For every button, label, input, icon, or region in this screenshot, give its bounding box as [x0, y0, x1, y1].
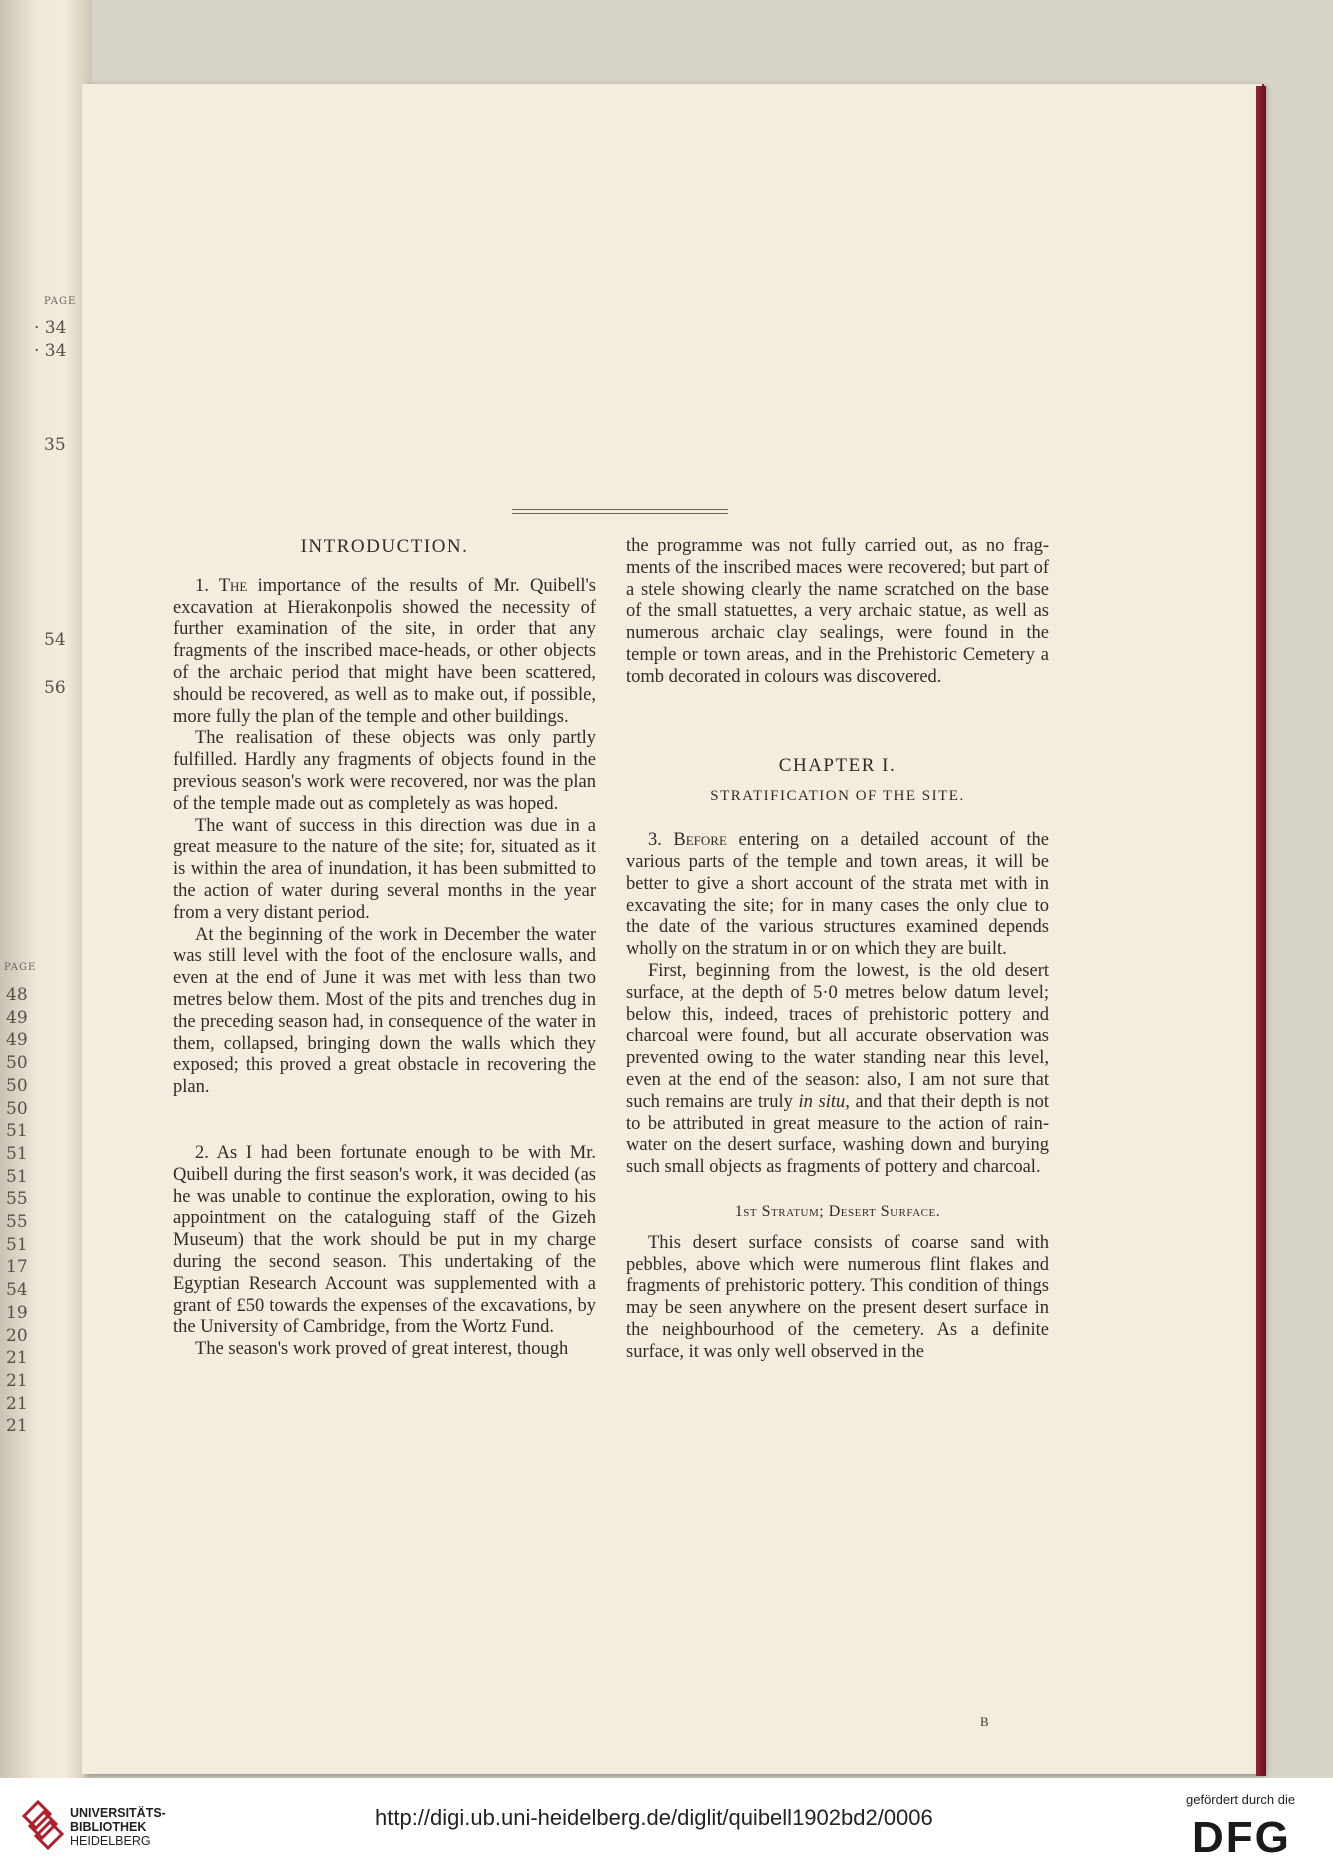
- toc-number: 50: [6, 1053, 28, 1074]
- italic-text: in situ: [798, 1091, 846, 1112]
- binding-edge: [1256, 86, 1266, 1776]
- toc-page-label: PAGE: [44, 296, 77, 307]
- chapter-number: CHAPTER I.: [778, 754, 897, 776]
- toc-number: 55: [6, 1189, 28, 1210]
- right-column: [626, 536, 1049, 1364]
- toc-page-label: PAGE: [4, 962, 37, 973]
- library-name-line: UNIVERSITÄTS-: [70, 1806, 166, 1820]
- toc-number: 54: [44, 630, 66, 650]
- paragraph: The want of success in this direction was due in a great measure to the nature of the site; for, situated as it is within the area of inundation, it has been submitted to the action of water during several months in the year from a very distant period.: [173, 815, 596, 923]
- toc-number: 20: [6, 1325, 28, 1346]
- toc-number: 51: [6, 1143, 28, 1164]
- paragraph-text: importance of the results of Mr. Quibell's excavation at Hierakonpolis showed the necessity of further examination of the site, in order that any fragments of the inscribed mace-heads, or other objects of the archaic period that might have been scattered, should be recovered, as well as to make out, if possible, more fully the plan of the temple and other buildings.: [173, 575, 597, 727]
- paragraph: At the beginning of the work in December the water was still level with the foot of the enclosure walls, and even at the end of June it was met with less than two metres below them. Most of the pits and trenches dug in the preceding season had, in consequence of the water in them, collapsed, bringing down the walls which they exposed; this proved a great obstacle in recovering the plan.: [173, 924, 596, 1098]
- stratum-heading: 1st Stratum; Desert Surface.: [734, 1202, 941, 1220]
- paragraph-text: , and that their depth is not to be attributed in great measure to the action of rain-water on the desert surface, washing down and burying such small objects as fragments of pottery and charcoal.: [626, 1091, 1050, 1178]
- paragraph: [626, 961, 1049, 1179]
- paragraph: The realisation of these objects was only partly fulfilled. Hardly any fragments of objects found in the previous season's work were recovered, nor was the plan of the temple made out as completely as was hoped.: [173, 728, 596, 814]
- left-column: [173, 536, 596, 1361]
- signature-mark: B: [980, 1714, 989, 1729]
- paragraph-text: First, beginning from the lowest, is the old desert surface, at the depth of 5·0 metres below datum level; below this, indeed, traces of prehistoric pottery and charcoal were found, but all accurate observation was prevented owing to the water standing near this level, even at the end of the season: also, I am not sure that such remains are truly: [626, 960, 1049, 1112]
- paragraph: [626, 830, 1049, 961]
- toc-number: · 34: [34, 318, 67, 338]
- library-name-line: BIBLIOTHEK: [70, 1820, 147, 1834]
- funder-logo: DFG: [1192, 1813, 1291, 1862]
- toc-number: 21: [6, 1348, 28, 1369]
- toc-number: 51: [6, 1166, 28, 1187]
- permalink-url[interactable]: http://digi.ub.uni-heidelberg.de/diglit/quibell1902bd2/0006: [375, 1805, 933, 1830]
- toc-number: 49: [6, 1007, 28, 1028]
- funding-note: gefördert durch die: [1186, 1792, 1296, 1807]
- toc-number: 50: [6, 1098, 28, 1119]
- toc-number: 21: [6, 1416, 28, 1437]
- library-name: [70, 1806, 166, 1848]
- toc-number: 55: [6, 1212, 28, 1232]
- toc-number: 56: [44, 678, 66, 698]
- paragraph: the programme was not fully carried out, as no fragments of the inscribed maces were recovered; but part of a stele showing clearly the name scratched on the base of the small statuettes, a very archaic statue, as well as numerous archaic clay sealings, were found in the temple or town areas, and in the Prehistoric Cemetery a tomb decorated in colours was discovered.: [626, 536, 1049, 687]
- paragraph-lead: 1. The: [195, 575, 248, 596]
- section-title: INTRODUCTION.: [300, 536, 469, 557]
- previous-page-edge: [0, 0, 92, 1778]
- toc-number: 17: [6, 1257, 28, 1278]
- toc-number: 50: [6, 1075, 28, 1096]
- paragraph: [173, 576, 596, 729]
- paragraph: 2. As I had been fortunate enough to be with Mr. Quibell during the first season's work, it was decided (as he was unable to continue the exploration, owing to his appointment on the cataloguing staff of the Gizeh Museum) that the work should be put in my charge during the second season. This undertaking of the Egyptian Research Account was supplemented with a grant of £50 towards the expenses of the excavations, by the University of Cambridge, from the Wortz Fund.: [173, 1142, 596, 1338]
- toc-number: 51: [6, 1234, 28, 1255]
- chapter-title: STRATIFICATION OF THE SITE.: [710, 788, 965, 805]
- toc-number: 21: [6, 1393, 28, 1414]
- library-name-line: HEIDELBERG: [70, 1834, 151, 1848]
- toc-number: 49: [6, 1030, 28, 1051]
- toc-number: 35: [44, 435, 66, 455]
- toc-number: 19: [6, 1302, 28, 1323]
- paragraph: This desert surface consists of coarse sand with pebbles, above which were numerous flint flakes and fragments of prehistoric pottery. This condition of things may be seen anywhere on the present desert surface in the neighbourhood of the cemetery. As a definite surface, it was only well observed in the: [626, 1232, 1049, 1362]
- toc-number: 48: [6, 985, 28, 1005]
- ornamental-rule: [512, 509, 728, 517]
- toc-number: 51: [6, 1121, 28, 1142]
- toc-number: · 34: [34, 341, 67, 361]
- library-logo-icon: [20, 1796, 64, 1856]
- toc-number: 54: [6, 1280, 28, 1301]
- paragraph-lead: 3. Before: [648, 830, 727, 851]
- paragraph: The season's work proved of great interest, though: [195, 1339, 569, 1360]
- paragraph-text: entering on a detailed account of the various parts of the temple and town areas, it will be better to give a short account of the strata met with in excavating the site; for in many cases the only clue to the date of the various structures examined depends wholly on the stratum in or on which they are built.: [626, 830, 1049, 960]
- toc-number: 21: [6, 1370, 28, 1391]
